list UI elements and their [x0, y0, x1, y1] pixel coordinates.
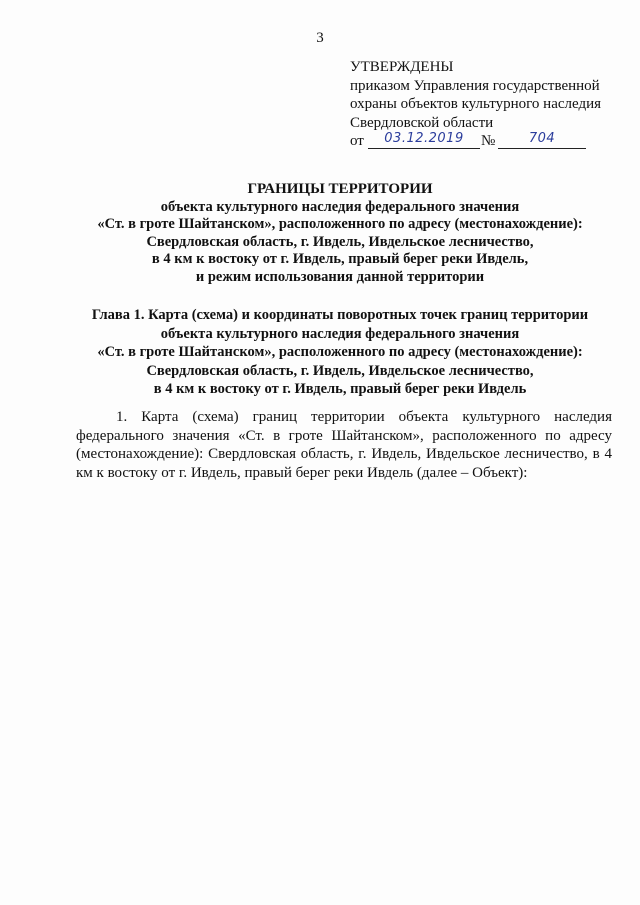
date-field [368, 132, 480, 149]
document-title [40, 181, 640, 286]
chapter-line: Глава 1. Карта (схема) и координаты поворотных точек границ территории [91, 307, 589, 323]
number-label: № [481, 133, 496, 149]
approval-line-2: охраны объектов культурного наследия [350, 96, 602, 112]
chapter-line: «Ст. в гроте Шайтанском», расположенного по адресу (местонахождение): [97, 344, 583, 360]
page-number: 3 [316, 30, 324, 46]
handwritten-number: 704 [528, 131, 556, 146]
number-field [498, 132, 586, 149]
title-line: объекта культурного наследия федерального значения [160, 198, 520, 215]
approval-block [350, 58, 620, 152]
handwritten-date: 03.12.2019 [384, 131, 464, 146]
approval-line-3: Свердловской области [350, 114, 494, 131]
from-label: от [350, 133, 364, 149]
approval-signature-row [350, 132, 620, 152]
title-line: Свердловская область, г. Ивдель, Ивдельское лесничество, [146, 233, 534, 250]
approval-line-1: приказом Управления государственной [350, 77, 600, 94]
chapter-line: Свердловская область, г. Ивдель, Ивдельское лесничество, [146, 362, 534, 379]
chapter-line: в 4 км к востоку от г. Ивдель, правый берег реки Ивдель [153, 381, 527, 397]
approval-heading: УТВЕРЖДЕНЫ [350, 59, 454, 75]
chapter-heading [40, 306, 640, 399]
body-paragraph [76, 408, 612, 482]
title-line: «Ст. в гроте Шайтанском», расположенного по адресу (местонахождение): [97, 216, 583, 232]
paragraph-text: 1. Карта (схема) границ территории объекта культурного наследия федерального значения «Ст. в гроте Шайтанском», расположенного по адресу (местонахождение): Свердловская область, г. Ивдель, Ивдельское лесничество, в 4 км к востоку от г. Ивдель, правый берег реки Ивдель (далее – Объект): [76, 409, 612, 481]
title-line: и режим использования данной территории [195, 268, 485, 285]
title-line: ГРАНИЦЫ ТЕРРИТОРИИ [247, 181, 433, 197]
chapter-line: объекта культурного наследия федерального значения [160, 325, 520, 342]
title-line: в 4 км к востоку от г. Ивдель, правый берег реки Ивдель, [151, 251, 529, 267]
